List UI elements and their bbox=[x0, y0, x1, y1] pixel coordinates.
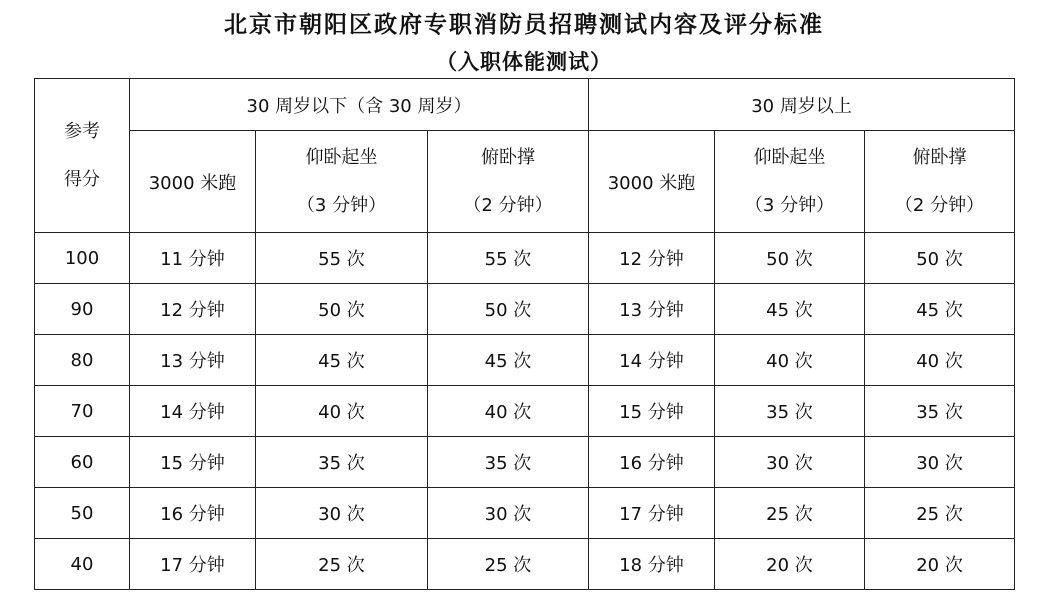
table-cell: 25 次 bbox=[715, 488, 865, 539]
group-header-over-30: 30 周岁以上 bbox=[589, 79, 1015, 131]
table-cell: 55 次 bbox=[428, 233, 589, 284]
event-header-label: 3000 米跑 bbox=[607, 172, 696, 194]
table-row bbox=[35, 386, 1015, 437]
table-cell: 35 次 bbox=[256, 437, 428, 488]
group-header-under-30: 30 周岁以下（含 30 周岁） bbox=[130, 79, 589, 131]
table-cell: 55 次 bbox=[256, 233, 428, 284]
table-cell: 15 分钟 bbox=[130, 437, 256, 488]
table-cell: 50 次 bbox=[715, 233, 865, 284]
table-cell: 17 分钟 bbox=[589, 488, 715, 539]
table-cell: 25 次 bbox=[256, 539, 428, 590]
table-cell: 20 次 bbox=[715, 539, 865, 590]
table-cell: 13 分钟 bbox=[130, 335, 256, 386]
scoring-table bbox=[34, 78, 1015, 590]
document-title: 北京市朝阳区政府专职消防员招聘测试内容及评分标准 bbox=[224, 11, 824, 38]
event-header-duration: （3 分钟） bbox=[296, 194, 387, 216]
table-cell: 35 次 bbox=[715, 386, 865, 437]
table-cell: 40 次 bbox=[256, 386, 428, 437]
event-header-label: 仰卧起坐 bbox=[305, 146, 378, 168]
table-cell: 15 分钟 bbox=[589, 386, 715, 437]
table-cell: 45 次 bbox=[865, 284, 1015, 335]
event-header-duration: （2 分钟） bbox=[894, 194, 985, 216]
score-cell: 50 bbox=[35, 488, 130, 539]
event-header-cell bbox=[865, 131, 1015, 233]
table-cell: 50 次 bbox=[256, 284, 428, 335]
table-cell: 20 次 bbox=[865, 539, 1015, 590]
event-header-label: 俯卧撑 bbox=[912, 146, 967, 168]
table-cell: 11 分钟 bbox=[130, 233, 256, 284]
group-header-row bbox=[35, 79, 1015, 131]
event-header-cell bbox=[589, 131, 715, 233]
table-cell: 50 次 bbox=[865, 233, 1015, 284]
table-cell: 12 分钟 bbox=[130, 284, 256, 335]
table-cell: 40 次 bbox=[865, 335, 1015, 386]
table-cell: 25 次 bbox=[428, 539, 589, 590]
table-row bbox=[35, 284, 1015, 335]
table-cell: 25 次 bbox=[865, 488, 1015, 539]
score-cell: 80 bbox=[35, 335, 130, 386]
event-header-cell bbox=[130, 131, 256, 233]
table-row bbox=[35, 488, 1015, 539]
table-cell: 30 次 bbox=[428, 488, 589, 539]
event-header-row bbox=[35, 131, 1015, 233]
table-cell: 14 分钟 bbox=[130, 386, 256, 437]
table-row bbox=[35, 437, 1015, 488]
table-cell: 45 次 bbox=[256, 335, 428, 386]
table-cell: 17 分钟 bbox=[130, 539, 256, 590]
score-cell: 70 bbox=[35, 386, 130, 437]
table-cell: 40 次 bbox=[715, 335, 865, 386]
table-cell: 18 分钟 bbox=[589, 539, 715, 590]
event-header-cell bbox=[715, 131, 865, 233]
table-row bbox=[35, 233, 1015, 284]
score-header-line: 得分 bbox=[64, 168, 100, 190]
event-header-label: 3000 米跑 bbox=[148, 172, 237, 194]
table-body bbox=[35, 233, 1015, 590]
table-cell: 14 分钟 bbox=[589, 335, 715, 386]
event-header-duration: （2 分钟） bbox=[463, 194, 553, 216]
event-header-duration: （3 分钟） bbox=[744, 194, 835, 216]
table-cell: 30 次 bbox=[865, 437, 1015, 488]
table-row bbox=[35, 539, 1015, 590]
score-header-cell bbox=[35, 79, 130, 233]
table-cell: 35 次 bbox=[428, 437, 589, 488]
table-row bbox=[35, 335, 1015, 386]
table-cell: 50 次 bbox=[428, 284, 589, 335]
score-cell: 90 bbox=[35, 284, 130, 335]
score-cell: 60 bbox=[35, 437, 130, 488]
score-header-line: 参考 bbox=[64, 120, 100, 142]
table-cell: 30 次 bbox=[715, 437, 865, 488]
score-cell: 40 bbox=[35, 539, 130, 590]
event-header-label: 仰卧起坐 bbox=[753, 146, 826, 168]
table-cell: 16 分钟 bbox=[130, 488, 256, 539]
table-cell: 45 次 bbox=[715, 284, 865, 335]
table-cell: 45 次 bbox=[428, 335, 589, 386]
event-header-cell bbox=[428, 131, 589, 233]
event-header-label: 俯卧撑 bbox=[481, 146, 535, 168]
table-cell: 13 分钟 bbox=[589, 284, 715, 335]
table-cell: 16 分钟 bbox=[589, 437, 715, 488]
table-cell: 40 次 bbox=[428, 386, 589, 437]
document-subtitle: （入职体能测试） bbox=[436, 50, 612, 74]
table-cell: 30 次 bbox=[256, 488, 428, 539]
score-cell: 100 bbox=[35, 233, 130, 284]
table-cell: 35 次 bbox=[865, 386, 1015, 437]
table-cell: 12 分钟 bbox=[589, 233, 715, 284]
event-header-cell bbox=[256, 131, 428, 233]
